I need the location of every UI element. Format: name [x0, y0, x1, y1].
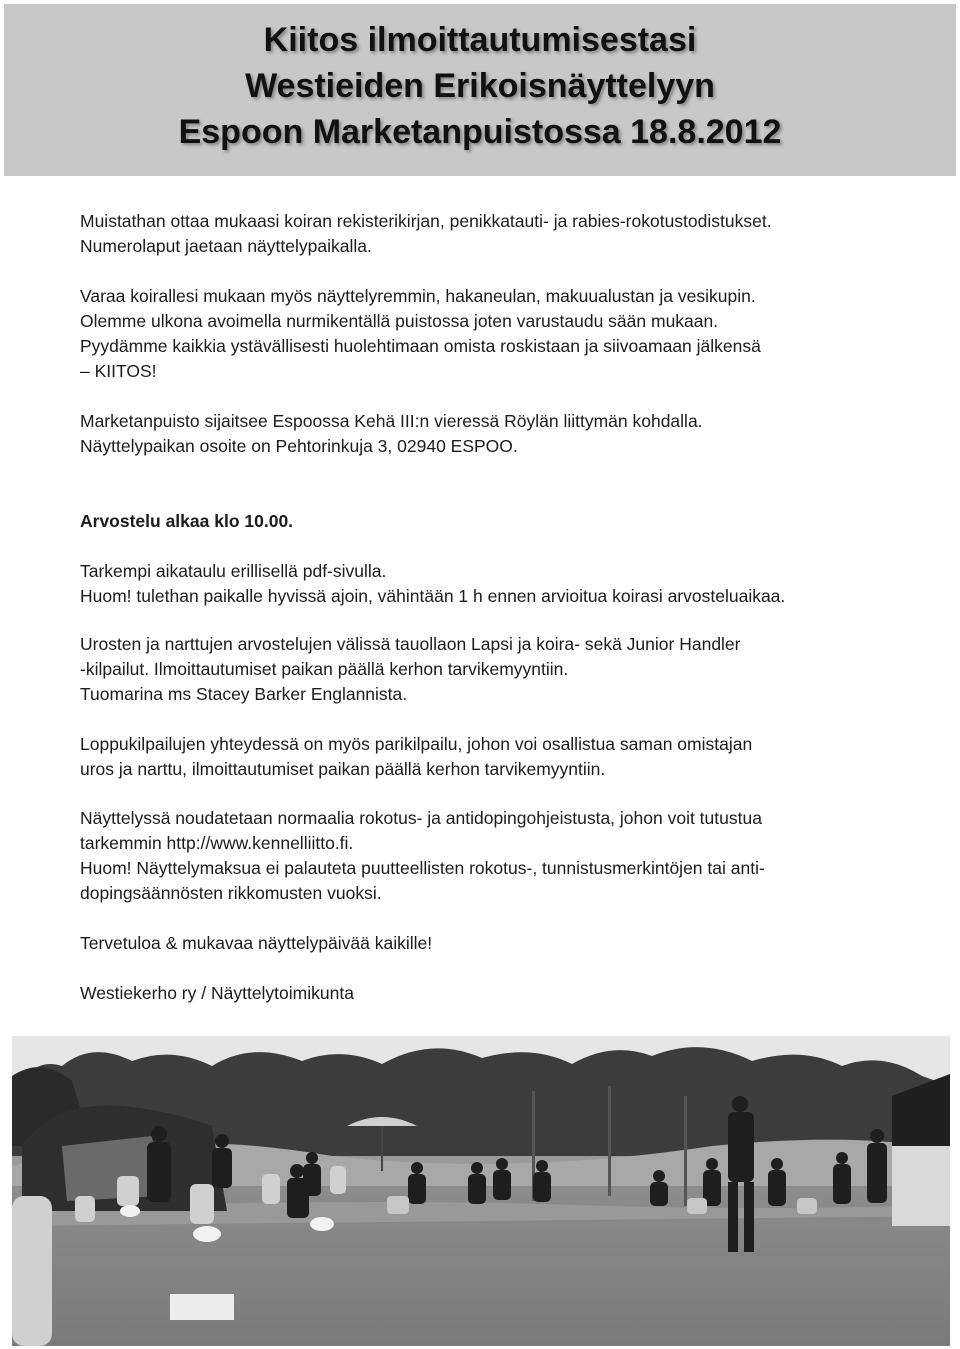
text-line: -kilpailut. Ilmoittautumiset paikan päällä kerhon tarvikemyyntiin. — [80, 659, 569, 679]
text-line: Numerolaput jaetaan näyttelypaikalla. — [80, 236, 372, 256]
signature — [80, 981, 910, 1006]
paragraph-schedule — [80, 559, 910, 609]
umbrella-pole — [381, 1126, 383, 1171]
page-title-line-1: Kiitos ilmoittautumisestasi — [263, 21, 697, 59]
text-line: Muistathan ottaa mukaasi koiran rekisterikirjan, penikkatauti- ja rabies-rokotustodistukset. — [80, 211, 772, 231]
text-line: Marketanpuisto sijaitsee Espoossa Kehä III:n vieressä Röylän liittymän kohdalla. — [80, 411, 703, 431]
text-line: Arvostelu alkaa klo 10.00. — [80, 511, 294, 531]
paragraph-brace-competition — [80, 732, 910, 782]
gazebo-fence — [892, 1146, 950, 1226]
text-line: Tarkempi aikataulu erillisellä pdf-sivulla. — [80, 561, 387, 581]
paragraph-location — [80, 409, 910, 459]
dog-show-photo — [12, 1036, 950, 1346]
text-line: tarkemmin http://www.kennelliitto.fi. — [80, 833, 354, 853]
lamp-post — [608, 1086, 611, 1196]
paragraph-equipment — [80, 284, 910, 384]
text-line: dopingsäännösten rikkomusten vuoksi. — [80, 883, 382, 903]
text-line: Westiekerho ry / Näyttelytoimikunta — [80, 983, 354, 1003]
text-line: Huom! tulethan paikalle hyvissä ajoin, vähintään 1 h ennen arvioitua koirasi arvosteluaikaa. — [80, 586, 786, 606]
judging-start-time — [80, 509, 910, 534]
text-line: Huom! Näyttelymaksua ei palauteta puutteellisten rokotus-, tunnistusmerkintöjen tai anti- — [80, 858, 765, 878]
text-line: Olemme ulkona avoimella nurmikentällä puistossa joten varustaudu sään mukaan. — [80, 311, 719, 331]
text-line: Näyttelypaikan osoite on Pehtorinkuja 3, 02940 ESPOO. — [80, 436, 518, 456]
text-line: Näyttelyssä noudatetaan normaalia rokotus- ja antidopingohjeistusta, johon voit tutustua — [80, 808, 762, 828]
page-title-line-2: Westieiden Erikoisnäyttelyyn — [245, 67, 715, 105]
dog-show-photo-illustration — [12, 1036, 950, 1346]
text-line: Tuomarina ms Stacey Barker Englannista. — [80, 684, 408, 704]
text-line: Varaa koirallesi mukaan myös näyttelyremmin, hakaneulan, makuualustan ja vesikupin. — [80, 286, 756, 306]
text-line: Loppukilpailujen yhteydessä on myös parikilpailu, johon voi osallistua saman omistajan — [80, 734, 753, 754]
page-title-line-3: Espoon Marketanpuistossa 18.8.2012 — [178, 113, 782, 151]
paragraph-welcome — [80, 931, 910, 956]
text-line: uros ja narttu, ilmoittautumiset paikan päällä kerhon tarvikemyyntiin. — [80, 759, 606, 779]
show-fence — [170, 1294, 234, 1320]
paragraph-vaccination-rules — [80, 806, 910, 906]
text-line: Urosten ja narttujen arvostelujen välissä tauollaon Lapsi ja koira- sekä Junior Handler — [80, 634, 741, 654]
paragraph-competitions — [80, 632, 910, 707]
text-line: Pyydämme kaikkia ystävällisesti huolehtimaan omista roskistaan ja siivoamaan jälkensä — [80, 336, 761, 356]
text-line: – KIITOS! — [80, 361, 157, 381]
text-line: Tervetuloa & mukavaa näyttelypäivää kaikille! — [80, 933, 433, 953]
paragraph-documents — [80, 209, 910, 259]
lamp-post — [684, 1096, 687, 1206]
